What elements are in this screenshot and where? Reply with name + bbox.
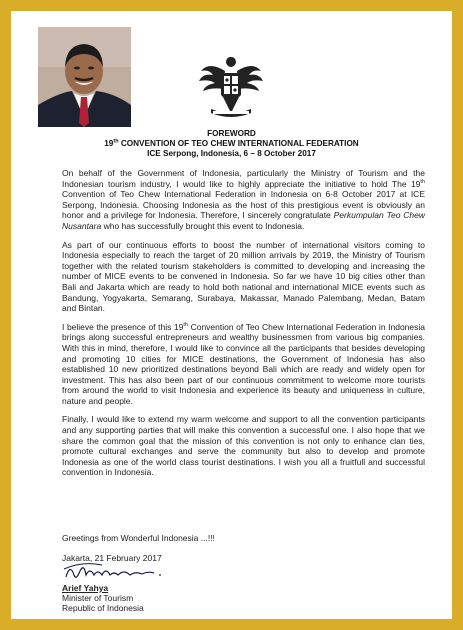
ordinal-suffix: th	[420, 178, 425, 185]
handwritten-signature	[62, 557, 162, 585]
paragraph-3	[62, 322, 425, 407]
ordinal-suffix: th	[183, 321, 188, 328]
foreword-heading	[11, 129, 452, 159]
paragraph-text: who has successfully brought this event to Indonesia.	[101, 220, 305, 231]
place-date: Jakarta, 21 February 2017	[62, 553, 162, 563]
convention-name: CONVENTION OF TEO CHEW INTERNATIONAL FEDERATION	[118, 139, 359, 148]
paragraph-text: On behalf of the Government of Indonesia, particularly the Ministry of Tourism and the Indonesian tourism industry, I would like to highly appreciate the initiative to hold The 19	[62, 168, 425, 189]
garuda-emblem-icon	[197, 51, 265, 123]
signatory-country: Republic of Indonesia	[62, 603, 144, 613]
signatory-block	[62, 583, 144, 613]
venue-line: ICE Serpong, Indonesia, 6 – 8 October 2017	[147, 149, 316, 158]
paragraph-text: Convention of Teo Chew International Federation in Indonesia on 6-8 October 2017 at ICE Serpong, Indonesia. Choosing Indonesia as the host of this prestigious event is obviously an honor and a privilege for Indonesia. Therefore, I sincerely congratulate	[62, 189, 425, 221]
convention-title	[11, 139, 452, 149]
paragraph-text: Convention of Teo Chew International Federation in Indonesia brings along successful entrepreneurs and wealthy businessmen from various big companies. With this in mind, therefore, I would like to convince all the participants that besides developing and promoting 10 cities for MICE destinations, the Government of Indonesia has also established 10 new prioritized destinations beyond Bali which are ready and widely open for investment. This has also been part of our continuous commitment to welcome more tourists from around the world to visit Indonesia and experience its beauty and uniqueness in culture, nature and people.	[62, 321, 425, 406]
paragraph-2: As part of our continuous efforts to boost the number of international visitors coming to Indonesia especially to reach the target of 20 million arrivals by 2019, the Ministry of Tourism together with the related tourism stakeholders is committed to developing and increasing the number of MICE events to be convened in Indonesia. So far we have 10 big cities other than Bali and Jakarta which are ready to hold both national and international MICE events such as Bandung, Yogyakarta, Semarang, Surabaya, Makassar, Manado Palembang, Medan, Batam and Bintan.	[62, 239, 425, 314]
signatory-position: Minister of Tourism	[62, 593, 134, 603]
foreword-title: FOREWORD	[207, 129, 256, 138]
letter-body	[62, 168, 425, 486]
signatory-name: Arief Yahya	[62, 583, 109, 593]
paragraph-1	[62, 168, 425, 232]
paragraph-text: I believe the presence of this 19	[62, 321, 184, 332]
organization-name: Perkumpulan Teo Chew Nusantara	[62, 210, 426, 231]
foreword-page	[11, 11, 452, 619]
ordinal-suffix: th	[113, 138, 119, 145]
portrait-photo	[38, 27, 131, 127]
greeting-line: Greetings from Wonderful Indonesia ...!!!	[62, 533, 215, 543]
convention-number: 19	[104, 139, 114, 148]
paragraph-4: Finally, I would like to extend my warm welcome and support to all the convention participants and any supporting parties that will make this convention a successful one. I also hope that we share the common goal that the mission of this convention is not only to enhance clan ties, promote cultural exchanges and serve the community but also to develop and promote Indonesia as one of the world class tourist destinations. I wish you all a fruitfull and successful convention in Indonesia.	[62, 414, 425, 478]
